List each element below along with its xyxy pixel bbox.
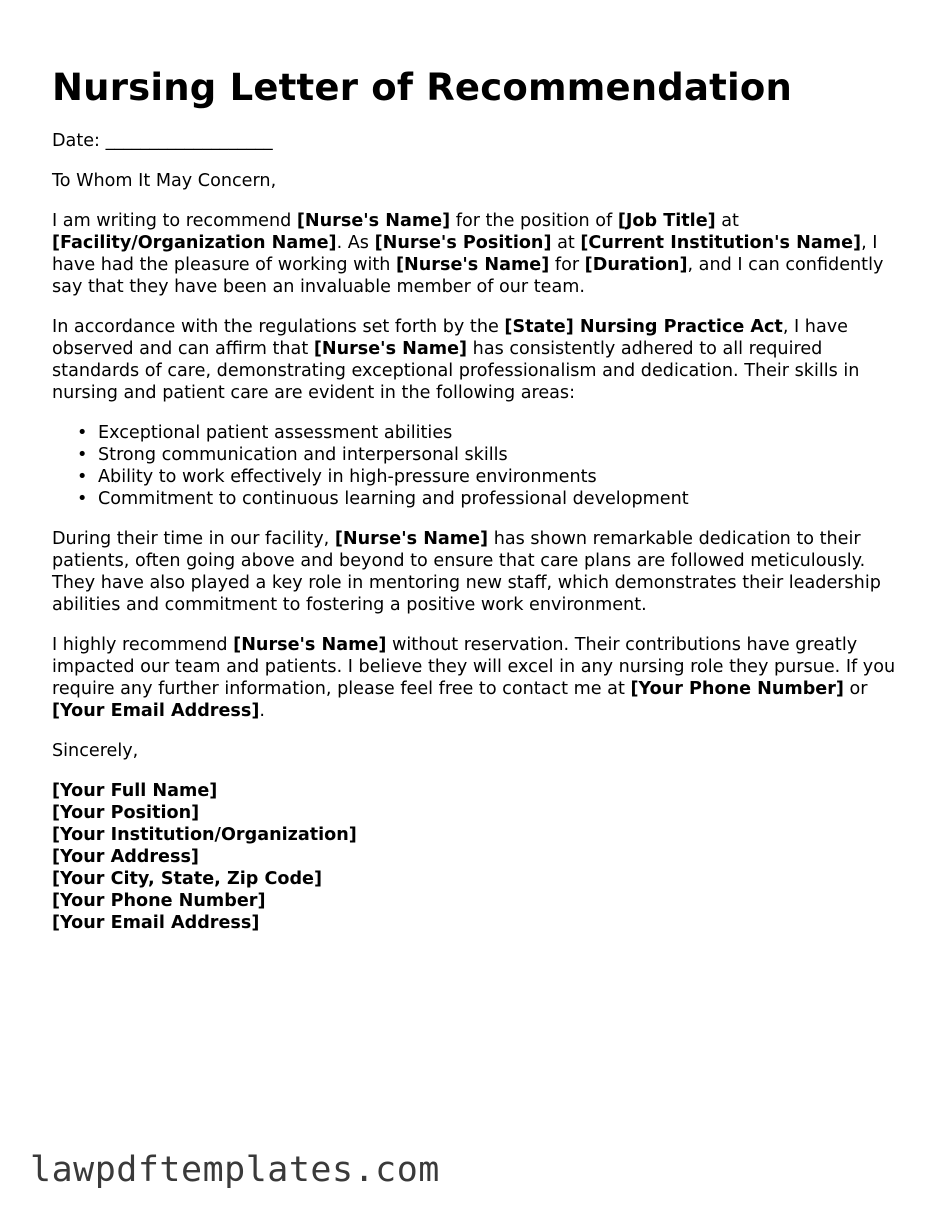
duration-placeholder: [Duration] bbox=[584, 255, 688, 275]
list-item: • Exceptional patient assessment abilities bbox=[98, 422, 902, 444]
signature-institution: [Your Institution/Organization] bbox=[52, 825, 357, 845]
signature-position: [Your Position] bbox=[52, 803, 200, 823]
institution-placeholder: [Current Institution's Name] bbox=[580, 233, 862, 253]
signature-name: [Your Full Name] bbox=[52, 781, 218, 801]
compliance-text: has consistently adhered to all required standards of care, demonstrating exceptional professionalism and dedication. Their skills in nursing and patient care are evident in the following areas: bbox=[52, 339, 860, 403]
intro-text: I am writing to recommend bbox=[52, 211, 297, 231]
recommendation-text: . bbox=[259, 701, 265, 721]
nurse-name-placeholder: [Nurse's Name] bbox=[233, 635, 387, 655]
recommendation-paragraph bbox=[52, 634, 902, 722]
list-item: • Strong communication and interpersonal skills bbox=[98, 444, 902, 466]
nurse-name-placeholder: [Nurse's Name] bbox=[334, 529, 489, 549]
signature-phone: [Your Phone Number] bbox=[52, 891, 266, 911]
signature-block bbox=[52, 780, 902, 934]
intro-text: at bbox=[551, 233, 581, 253]
date-line: Date: ___________________ bbox=[52, 131, 273, 151]
phone-placeholder: [Your Phone Number] bbox=[630, 679, 844, 699]
salutation: To Whom It May Concern, bbox=[52, 171, 277, 191]
list-item: • Ability to work effectively in high-pressure environments bbox=[98, 466, 902, 488]
recommendation-text: or bbox=[843, 679, 868, 699]
signature-email: [Your Email Address] bbox=[52, 913, 260, 933]
compliance-text: In accordance with the regulations set forth by the bbox=[52, 317, 505, 337]
list-item: • Commitment to continuous learning and professional development bbox=[98, 488, 902, 510]
nurse-name-placeholder: [Nurse's Name] bbox=[313, 339, 468, 359]
job-title-placeholder: [Job Title] bbox=[617, 211, 716, 231]
document-title: Nursing Letter of Recommendation bbox=[52, 66, 793, 109]
intro-paragraph bbox=[52, 210, 902, 298]
dedication-paragraph bbox=[52, 528, 902, 616]
signature-city: [Your City, State, Zip Code] bbox=[52, 869, 323, 889]
nurse-name-placeholder: [Nurse's Name] bbox=[396, 255, 550, 275]
facility-placeholder: [Facility/Organization Name] bbox=[52, 233, 337, 253]
intro-text: , and I can confidently say that they have been an invaluable member of our team. bbox=[52, 255, 884, 297]
compliance-paragraph bbox=[52, 316, 902, 404]
nurse-name-placeholder: [Nurse's Name] bbox=[296, 211, 451, 231]
closing-line: Sincerely, bbox=[52, 741, 139, 761]
compliance-text: , I have observed and can affirm that bbox=[52, 317, 848, 359]
letter-page bbox=[52, 66, 902, 934]
skills-list bbox=[52, 422, 902, 510]
dedication-text: During their time in our facility, bbox=[52, 529, 335, 549]
intro-text: . As bbox=[336, 233, 375, 253]
signature-address: [Your Address] bbox=[52, 847, 199, 867]
dedication-text: has shown remarkable dedication to their patients, often going above and beyond to ensure that care plans are followed meticulously. They have also played a key role in mentoring new staff, which demonstrates their leadership abilities and commitment to fostering a positive work environment. bbox=[52, 529, 881, 615]
recommendation-text: I highly recommend bbox=[52, 635, 234, 655]
practice-act-placeholder: [State] Nursing Practice Act bbox=[504, 317, 783, 337]
nurse-position-placeholder: [Nurse's Position] bbox=[374, 233, 552, 253]
recommendation-text: without reservation. Their contributions have greatly impacted our team and patients. I believe they will excel in any nursing role they pursue. If you require any further information, please feel free to contact me at bbox=[52, 635, 896, 699]
email-placeholder: [Your Email Address] bbox=[52, 701, 260, 721]
intro-text: for bbox=[549, 255, 585, 275]
site-watermark: lawpdftemplates.com bbox=[30, 1150, 440, 1190]
intro-text: , I have had the pleasure of working with bbox=[52, 233, 878, 275]
intro-text: at bbox=[715, 211, 739, 231]
intro-text: for the position of bbox=[450, 211, 618, 231]
